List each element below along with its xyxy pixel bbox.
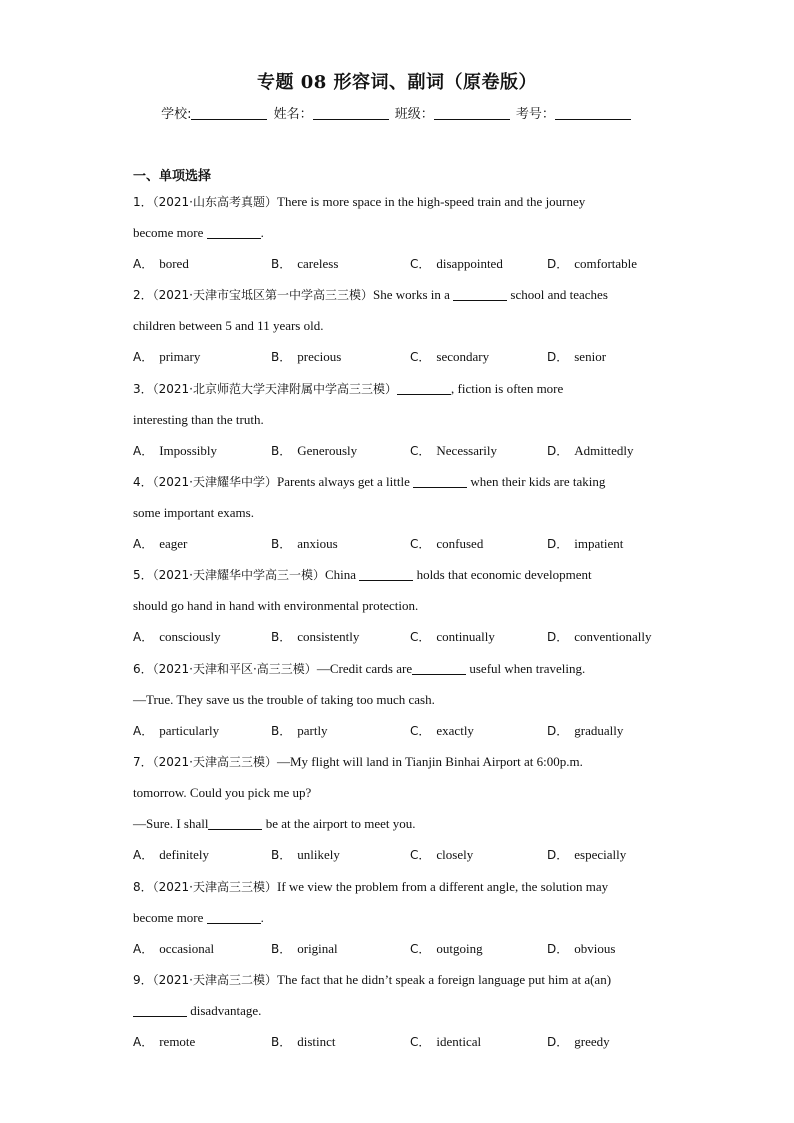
option-a (133, 621, 221, 653)
answer-blank (453, 287, 507, 301)
name-label: 姓名： (273, 107, 313, 122)
question-3 (133, 373, 663, 466)
option-d (547, 715, 623, 747)
question-source: （2021·天津高三三模） (152, 880, 277, 894)
option-c (410, 715, 474, 747)
question-text: should go hand in hand with environmental protection. (133, 598, 419, 613)
option-text: identical (436, 1034, 482, 1049)
question-text-line (133, 373, 663, 404)
question-2 (133, 279, 663, 372)
question-text: interesting than the truth. (133, 412, 264, 427)
option-text: consistently (297, 629, 360, 644)
option-text: distinct (297, 1034, 336, 1049)
option-letter: B． (271, 1035, 292, 1049)
option-letter: C． (410, 724, 431, 738)
question-text: . (260, 225, 264, 240)
option-text: Admittedly (574, 443, 634, 458)
option-letter: A． (133, 724, 154, 738)
answer-blank (207, 910, 261, 924)
question-text: school and teaches (507, 287, 608, 302)
option-row (133, 1026, 663, 1057)
option-row (133, 839, 663, 870)
option-letter: B． (271, 630, 292, 644)
option-text: unlikely (297, 847, 340, 862)
question-5 (133, 559, 663, 652)
option-letter: C． (410, 1035, 431, 1049)
option-letter: B． (271, 350, 292, 364)
question-text: She works in a (373, 287, 454, 302)
option-text: occasional (159, 941, 215, 956)
option-a (133, 528, 187, 560)
option-text: continually (436, 629, 495, 644)
option-text: senior (574, 349, 607, 364)
option-letter: A． (133, 257, 154, 271)
answer-blank (359, 567, 413, 581)
option-text: secondary (436, 349, 490, 364)
option-letter: C． (410, 350, 431, 364)
option-letter: D． (547, 630, 569, 644)
option-letter: D． (547, 537, 569, 551)
option-text: confused (436, 536, 484, 551)
question-source: （2021·天津和平区·高三三模） (152, 662, 317, 676)
question-source: （2021·天津高三二模） (152, 973, 277, 987)
question-text: —True. They save us the trouble of taking too much cash. (133, 692, 435, 707)
option-text: partly (297, 723, 328, 738)
option-letter: B． (271, 257, 292, 271)
question-text-line (133, 746, 663, 777)
option-letter: D． (547, 848, 569, 862)
option-text: exactly (436, 723, 474, 738)
option-letter: D． (547, 444, 569, 458)
student-info-row (0, 103, 794, 122)
question-6 (133, 653, 663, 746)
option-text: comfortable (574, 256, 638, 271)
question-text-line (133, 559, 663, 590)
question-text: China (325, 567, 360, 582)
option-text: outgoing (436, 941, 483, 956)
option-text: primary (159, 349, 201, 364)
option-text: eager (159, 536, 188, 551)
option-d (547, 341, 606, 373)
question-text: The fact that he didn’t speak a foreign language put him at a(an) (277, 972, 612, 987)
option-a (133, 1026, 195, 1058)
option-text: impatient (574, 536, 624, 551)
option-b (271, 341, 341, 373)
option-c (410, 839, 473, 871)
option-letter: D． (547, 942, 569, 956)
option-letter: D． (547, 257, 569, 271)
question-text: useful when traveling. (466, 661, 586, 676)
option-a (133, 435, 217, 467)
option-c (410, 435, 497, 467)
option-row (133, 933, 663, 964)
question-text: —My flight will land in Tianjin Binhai Airport at 6:00p.m. (277, 754, 583, 769)
question-number: 2． (133, 288, 153, 302)
question-text: There is more space in the high-speed train and the journey (277, 194, 586, 209)
answer-blank (208, 816, 262, 830)
option-text: Necessarily (436, 443, 498, 458)
option-b (271, 248, 338, 280)
question-text: holds that economic development (413, 567, 592, 582)
question-9 (133, 964, 663, 1057)
question-text-line (133, 964, 663, 995)
question-text: tomorrow. Could you pick me up? (133, 785, 312, 800)
option-text: bored (159, 256, 189, 271)
option-row (133, 621, 663, 652)
option-letter: C． (410, 257, 431, 271)
question-source: （2021·山东高考真题） (152, 195, 277, 209)
option-letter: D． (547, 350, 569, 364)
question-text: If we view the problem from a different angle, the solution may (277, 879, 609, 894)
answer-blank (133, 1003, 187, 1017)
option-letter: A． (133, 350, 154, 364)
question-4 (133, 466, 663, 559)
question-number: 8． (133, 880, 153, 894)
option-b (271, 839, 340, 871)
option-a (133, 933, 214, 965)
option-b (271, 933, 338, 965)
question-text-line (133, 310, 663, 341)
question-number: 6． (133, 662, 153, 676)
option-c (410, 621, 495, 653)
question-text-line (133, 186, 663, 217)
question-text: become more (133, 910, 207, 925)
option-b (271, 1026, 336, 1058)
option-letter: A． (133, 630, 154, 644)
answer-blank (207, 225, 261, 239)
option-b (271, 621, 359, 653)
option-d (547, 1026, 610, 1058)
question-number: 9． (133, 973, 153, 987)
option-row (133, 435, 663, 466)
section-heading: 一、单项选择 (133, 169, 212, 184)
question-text: —Sure. I shall (133, 816, 209, 831)
question-source: （2021·天津市宝坻区第一中学高三三模） (152, 288, 373, 302)
question-text: become more (133, 225, 207, 240)
option-letter: B． (271, 848, 292, 862)
option-letter: A． (133, 942, 154, 956)
question-text: some important exams. (133, 505, 254, 520)
option-letter: A． (133, 444, 154, 458)
question-text: Parents always get a little (277, 474, 414, 489)
question-text-line (133, 590, 663, 621)
option-text: disappointed (436, 256, 503, 271)
class-label: 班级： (394, 107, 434, 122)
question-text-line (133, 497, 663, 528)
question-text-line (133, 808, 663, 839)
option-c (410, 933, 483, 965)
question-number: 1． (133, 195, 153, 209)
option-letter: B． (271, 444, 292, 458)
option-a (133, 715, 219, 747)
option-a (133, 839, 209, 871)
option-c (410, 248, 503, 280)
question-text-line (133, 466, 663, 497)
question-text-line (133, 279, 663, 310)
question-source: （2021·天津耀华中学高三一模） (152, 568, 325, 582)
question-text-line (133, 902, 663, 933)
option-b (271, 435, 357, 467)
option-d (547, 933, 615, 965)
question-1 (133, 186, 663, 279)
question-text-line (133, 404, 663, 435)
question-8 (133, 871, 663, 964)
question-text-line (133, 777, 663, 808)
question-number: 5． (133, 568, 153, 582)
option-text: Impossibly (159, 443, 218, 458)
question-number: 4． (133, 475, 153, 489)
option-text: consciously (159, 629, 221, 644)
option-text: original (297, 941, 338, 956)
option-d (547, 621, 652, 653)
option-letter: D． (547, 1035, 569, 1049)
question-text: be at the airport to meet you. (262, 816, 416, 831)
option-text: definitely (159, 847, 210, 862)
option-text: closely (436, 847, 474, 862)
option-text: especially (574, 847, 627, 862)
question-text: —Credit cards are (316, 661, 413, 676)
option-row (133, 341, 663, 372)
option-letter: D． (547, 724, 569, 738)
question-source: （2021·天津耀华中学） (152, 475, 277, 489)
option-d (547, 435, 633, 467)
answer-blank (413, 474, 467, 488)
name-blank (313, 105, 389, 120)
option-letter: B． (271, 724, 292, 738)
question-text: children between 5 and 11 years old. (133, 318, 324, 333)
option-text: precious (297, 349, 342, 364)
option-row (133, 528, 663, 559)
question-source: （2021·北京师范大学天津附属中学高三三模） (152, 382, 397, 396)
option-text: particularly (159, 723, 220, 738)
question-text-line (133, 871, 663, 902)
class-blank (434, 105, 510, 120)
question-text: . (260, 910, 264, 925)
question-source: （2021·天津高三三模） (152, 755, 277, 769)
option-text: greedy (574, 1034, 610, 1049)
option-c (410, 528, 483, 560)
option-row (133, 248, 663, 279)
option-row (133, 715, 663, 746)
option-letter: B． (271, 942, 292, 956)
question-text-line (133, 684, 663, 715)
option-text: careless (297, 256, 339, 271)
option-b (271, 528, 338, 560)
question-7 (133, 746, 663, 870)
number-label: 考号： (515, 107, 555, 122)
option-text: Generously (297, 443, 358, 458)
option-d (547, 528, 623, 560)
option-letter: C． (410, 942, 431, 956)
option-text: anxious (297, 536, 338, 551)
option-text: remote (159, 1034, 196, 1049)
option-text: conventionally (574, 629, 652, 644)
option-text: gradually (574, 723, 624, 738)
answer-blank (412, 661, 466, 675)
option-c (410, 341, 489, 373)
option-a (133, 341, 200, 373)
question-text: disadvantage. (187, 1003, 262, 1018)
option-d (547, 839, 626, 871)
question-text-line (133, 995, 663, 1026)
page-title: 专题 08 形容词、副词（原卷版） (256, 72, 538, 93)
answer-blank (397, 381, 451, 395)
option-letter: A． (133, 848, 154, 862)
option-c (410, 1026, 481, 1058)
option-b (271, 715, 328, 747)
option-letter: A． (133, 537, 154, 551)
option-d (547, 248, 637, 280)
school-label: 学校: (161, 107, 192, 122)
question-text-line (133, 217, 663, 248)
option-text: obvious (574, 941, 616, 956)
option-letter: C． (410, 848, 431, 862)
option-letter: C． (410, 537, 431, 551)
option-letter: C． (410, 444, 431, 458)
option-a (133, 248, 189, 280)
question-text: , fiction is often more (451, 381, 564, 396)
question-number: 7． (133, 755, 153, 769)
option-letter: B． (271, 537, 292, 551)
number-blank (555, 105, 631, 120)
question-text-line (133, 653, 663, 684)
option-letter: A． (133, 1035, 154, 1049)
question-text: when their kids are taking (467, 474, 606, 489)
question-number: 3． (133, 382, 153, 396)
school-blank (191, 105, 267, 120)
option-letter: C． (410, 630, 431, 644)
